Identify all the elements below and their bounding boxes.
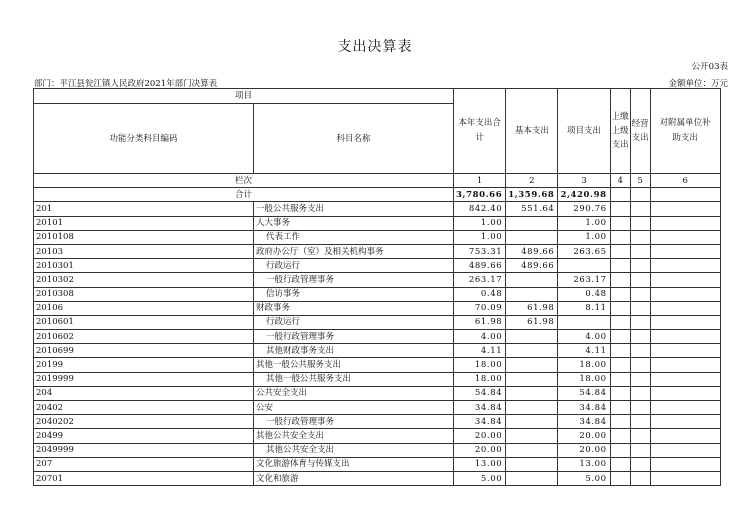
total-cell: 4.11: [454, 344, 506, 358]
project-cell: 18.00: [558, 358, 610, 372]
basic-cell: [506, 230, 558, 244]
project-cell: [558, 259, 610, 273]
function-code-cell: 2040202: [34, 415, 254, 429]
total-cell: 34.84: [454, 415, 506, 429]
page-title: 支出决算表: [337, 39, 413, 55]
subsidiary-cell: [650, 344, 720, 358]
project-cell: [558, 315, 610, 329]
subject-name-cell: 人大事务: [254, 216, 454, 230]
total-cell: 13.00: [454, 457, 506, 471]
upper-cell: [610, 287, 630, 301]
business-cell: [630, 244, 650, 258]
upper-cell: [610, 443, 630, 457]
function-code-cell: 2019999: [34, 372, 254, 386]
function-code-cell: 2010302: [34, 273, 254, 287]
table-row: [34, 358, 721, 372]
upper-cell: [610, 401, 630, 415]
total-cell: 20.00: [454, 429, 506, 443]
table-row: [34, 401, 721, 415]
project-cell: 18.00: [558, 372, 610, 386]
total-cell: 489.66: [454, 259, 506, 273]
project-cell: 1.00: [558, 216, 610, 230]
table-row: [34, 230, 721, 244]
total-cell: 54.84: [454, 386, 506, 400]
function-code-cell: 2010601: [34, 315, 254, 329]
subsidiary-cell: [650, 301, 720, 315]
function-code-cell: 20199: [34, 358, 254, 372]
basic-cell: [506, 216, 558, 230]
business-cell: [630, 372, 650, 386]
subject-name-cell: 公安: [254, 401, 454, 415]
project-cell: 4.00: [558, 330, 610, 344]
upper-cell: [610, 244, 630, 258]
function-code-cell: 207: [34, 457, 254, 471]
basic-cell: [506, 415, 558, 429]
subsidiary-cell: [650, 372, 720, 386]
subject-name-cell: 其他公共安全支出: [254, 429, 454, 443]
column-number: 6: [650, 174, 720, 188]
business-cell: [630, 386, 650, 400]
table-row: [34, 330, 721, 344]
subsidiary-cell: [650, 244, 720, 258]
upper-cell: [610, 372, 630, 386]
project-cell: 34.84: [558, 415, 610, 429]
subsidiary-cell: [650, 259, 720, 273]
total-cell: 842.40: [454, 202, 506, 216]
upper-cell: [610, 358, 630, 372]
subsidiary-cell: [650, 401, 720, 415]
subject-name-cell: 行政运行: [254, 259, 454, 273]
business-cell: [630, 358, 650, 372]
total-row-empty: [630, 188, 650, 202]
upper-cell: [610, 202, 630, 216]
subject-name-cell: 文化和旅游: [254, 471, 454, 485]
basic-cell: [506, 401, 558, 415]
subsidiary-column-header: 对附属单位补助支出: [650, 89, 720, 174]
subject-name-cell: 一般行政管理事务: [254, 330, 454, 344]
upper-cell: [610, 415, 630, 429]
business-cell: [630, 415, 650, 429]
table-row: [34, 301, 721, 315]
column-number: 5: [630, 174, 650, 188]
total-cell: 18.00: [454, 372, 506, 386]
basic-cell: [506, 429, 558, 443]
basic-cell: [506, 457, 558, 471]
table-row: [34, 315, 721, 329]
business-cell: [630, 429, 650, 443]
total-cell: 4.00: [454, 330, 506, 344]
subject-name-cell: 信访事务: [254, 287, 454, 301]
expenditure-table: [33, 88, 721, 486]
basic-cell: [506, 443, 558, 457]
function-code-cell: 20402: [34, 401, 254, 415]
business-cell: [630, 287, 650, 301]
upper-cell: [610, 344, 630, 358]
basic-cell: [506, 471, 558, 485]
total-row-empty: [610, 188, 630, 202]
function-code-cell: 20101: [34, 216, 254, 230]
total-cell: 20.00: [454, 443, 506, 457]
subject-name-cell: 文化旅游体育与传媒支出: [254, 457, 454, 471]
subsidiary-cell: [650, 315, 720, 329]
subject-name-cell: 其他财政事务支出: [254, 344, 454, 358]
project-column-header: 项目支出: [558, 89, 610, 174]
total-cell: 0.48: [454, 287, 506, 301]
column-number-label: 栏次: [34, 174, 454, 188]
table-row: [34, 443, 721, 457]
business-cell: [630, 471, 650, 485]
total-cell: 18.00: [454, 358, 506, 372]
project-cell: 0.48: [558, 287, 610, 301]
total-cell: 70.09: [454, 301, 506, 315]
subject-name-cell: 一般公共服务支出: [254, 202, 454, 216]
business-cell: [630, 315, 650, 329]
function-code-cell: 2010699: [34, 344, 254, 358]
business-cell: [630, 273, 650, 287]
subsidiary-cell: [650, 443, 720, 457]
business-column-header: 经营支出: [630, 89, 650, 174]
project-cell: 4.11: [558, 344, 610, 358]
project-cell: 13.00: [558, 457, 610, 471]
amount-unit-label: 金额单位：万元: [668, 79, 728, 89]
basic-cell: 489.66: [506, 244, 558, 258]
table-row: [34, 372, 721, 386]
basic-cell: 61.98: [506, 315, 558, 329]
total-row-value: 2,420.98: [558, 188, 610, 202]
upper-cell: [610, 429, 630, 443]
basic-cell: [506, 344, 558, 358]
business-cell: [630, 230, 650, 244]
total-row-empty: [650, 188, 720, 202]
business-cell: [630, 330, 650, 344]
total-cell: 61.98: [454, 315, 506, 329]
function-code-cell: 2010602: [34, 330, 254, 344]
subsidiary-cell: [650, 358, 720, 372]
subject-name-cell: 政府办公厅（室）及相关机构事务: [254, 244, 454, 258]
subject-name-cell: 一般行政管理事务: [254, 415, 454, 429]
business-cell: [630, 443, 650, 457]
project-cell: 34.84: [558, 401, 610, 415]
column-number: 4: [610, 174, 630, 188]
project-cell: 54.84: [558, 386, 610, 400]
total-row-value: 3,780.66: [454, 188, 506, 202]
subsidiary-cell: [650, 415, 720, 429]
project-cell: 1.00: [558, 230, 610, 244]
project-cell: 20.00: [558, 443, 610, 457]
business-cell: [630, 301, 650, 315]
project-cell: 5.00: [558, 471, 610, 485]
column-number: 3: [558, 174, 610, 188]
project-header: 项目: [34, 89, 454, 104]
table-row: [34, 429, 721, 443]
business-cell: [630, 457, 650, 471]
subsidiary-cell: [650, 471, 720, 485]
subject-name-header: 科目名称: [254, 104, 454, 174]
project-cell: 8.11: [558, 301, 610, 315]
subsidiary-cell: [650, 429, 720, 443]
subsidiary-cell: [650, 386, 720, 400]
table-row: [34, 273, 721, 287]
function-code-cell: 2010301: [34, 259, 254, 273]
subsidiary-cell: [650, 230, 720, 244]
subject-name-cell: 其他公共安全支出: [254, 443, 454, 457]
subsidiary-cell: [650, 216, 720, 230]
project-cell: 290.76: [558, 202, 610, 216]
basic-cell: [506, 273, 558, 287]
upper-cell: [610, 457, 630, 471]
business-cell: [630, 202, 650, 216]
business-cell: [630, 401, 650, 415]
subject-name-cell: 公共安全支出: [254, 386, 454, 400]
table-row: [34, 216, 721, 230]
function-code-cell: 204: [34, 386, 254, 400]
function-code-cell: 20499: [34, 429, 254, 443]
basic-cell: 551.64: [506, 202, 558, 216]
department-label: 部门：平江县瓮江镇人民政府2021年部门决算表: [34, 79, 218, 89]
total-cell: 5.00: [454, 471, 506, 485]
form-number: 公开03表: [691, 62, 728, 72]
subject-name-cell: 代表工作: [254, 230, 454, 244]
column-number: 2: [506, 174, 558, 188]
upper-cell: [610, 273, 630, 287]
upper-cell: [610, 230, 630, 244]
project-cell: 263.65: [558, 244, 610, 258]
basic-cell: [506, 386, 558, 400]
subsidiary-cell: [650, 287, 720, 301]
subject-name-cell: 一般行政管理事务: [254, 273, 454, 287]
function-code-cell: 20701: [34, 471, 254, 485]
total-cell: 263.17: [454, 273, 506, 287]
upper-cell: [610, 259, 630, 273]
business-cell: [630, 344, 650, 358]
function-code-cell: 201: [34, 202, 254, 216]
total-cell: 753.31: [454, 244, 506, 258]
upper-cell: [610, 315, 630, 329]
basic-cell: [506, 287, 558, 301]
upper-column-header: 上缴上级支出: [610, 89, 630, 174]
table-row: [34, 457, 721, 471]
total-row-label: 合计: [34, 188, 454, 202]
subject-name-cell: 行政运行: [254, 315, 454, 329]
function-code-cell: 2010308: [34, 287, 254, 301]
function-code-cell: 2049999: [34, 443, 254, 457]
upper-cell: [610, 216, 630, 230]
table-row: [34, 386, 721, 400]
function-code-cell: 20103: [34, 244, 254, 258]
total-row-value: 1,359.68: [506, 188, 558, 202]
total-cell: 34.84: [454, 401, 506, 415]
basic-cell: [506, 372, 558, 386]
table-row: [34, 415, 721, 429]
table-row: [34, 259, 721, 273]
total-column-header: 本年支出合计: [454, 89, 506, 174]
subsidiary-cell: [650, 273, 720, 287]
basic-cell: 489.66: [506, 259, 558, 273]
subject-name-cell: 其他一般公共服务支出: [254, 358, 454, 372]
upper-cell: [610, 330, 630, 344]
total-cell: 1.00: [454, 230, 506, 244]
function-code-cell: 2010108: [34, 230, 254, 244]
subsidiary-cell: [650, 457, 720, 471]
total-cell: 1.00: [454, 216, 506, 230]
table-row: [34, 344, 721, 358]
subsidiary-cell: [650, 202, 720, 216]
subject-name-cell: 其他一般公共服务支出: [254, 372, 454, 386]
table-row: [34, 287, 721, 301]
upper-cell: [610, 301, 630, 315]
basic-cell: [506, 358, 558, 372]
business-cell: [630, 259, 650, 273]
column-number: 1: [454, 174, 506, 188]
upper-cell: [610, 386, 630, 400]
table-row: [34, 471, 721, 485]
table-row: [34, 202, 721, 216]
basic-column-header: 基本支出: [506, 89, 558, 174]
function-code-header: 功能分类科目编码: [34, 104, 254, 174]
subject-name-cell: 财政事务: [254, 301, 454, 315]
table-row: [34, 244, 721, 258]
project-cell: 20.00: [558, 429, 610, 443]
basic-cell: 61.98: [506, 301, 558, 315]
project-cell: 263.17: [558, 273, 610, 287]
upper-cell: [610, 471, 630, 485]
subsidiary-cell: [650, 330, 720, 344]
function-code-cell: 20106: [34, 301, 254, 315]
business-cell: [630, 216, 650, 230]
basic-cell: [506, 330, 558, 344]
